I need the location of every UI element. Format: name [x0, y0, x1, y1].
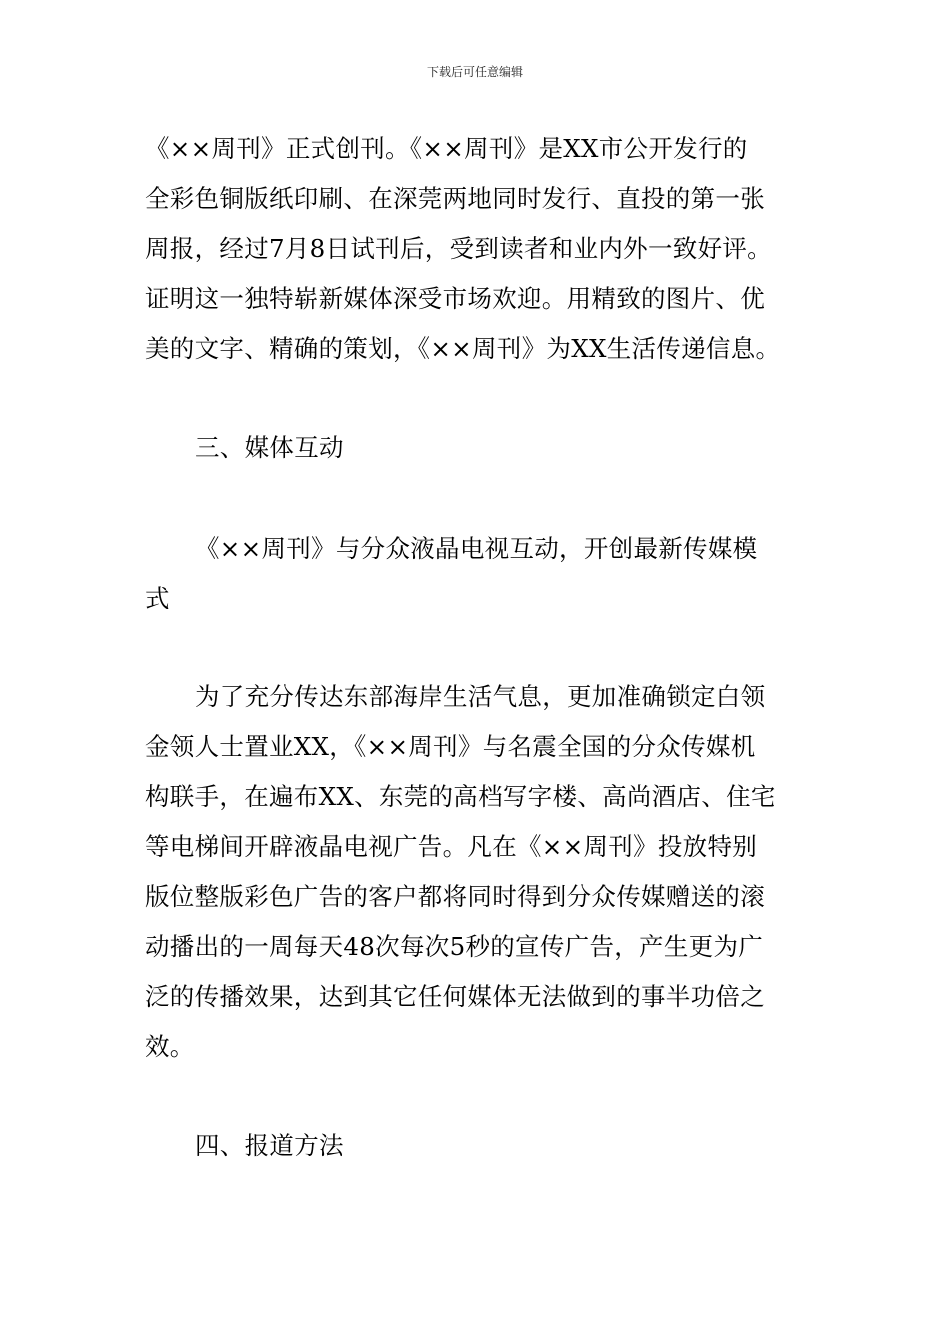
body-line: 证明这一独特崭新媒体深受市场欢迎。用精致的图片、优 — [145, 284, 765, 313]
body-line: 金领人士置业XX，《××周刊》与名震全国的分众传媒机 — [145, 732, 756, 761]
body-line: 泛的传播效果，达到其它任何媒体无法做到的事半功倍之 — [145, 982, 765, 1011]
body-line: 版位整版彩色广告的客户都将同时得到分众传媒赠送的滚 — [145, 882, 765, 911]
body-line: 等电梯间开辟液晶电视广告。凡在《××周刊》投放特别 — [145, 832, 758, 861]
body-line: 动播出的一周每天48次每次5秒的宣传广告，产生更为广 — [145, 932, 764, 961]
section-heading-4: 四、报道方法 — [195, 1131, 344, 1160]
page-header: 下载后可任意编辑 — [426, 65, 523, 79]
body-line: 效。 — [145, 1032, 195, 1061]
section-heading-3: 三、媒体互动 — [195, 433, 344, 462]
body-line: 美的文字、精确的策划，《××周刊》为XX生活传递信息。 — [145, 334, 781, 363]
body-line: 《××周刊》正式创刊。《××周刊》是XX市公开发行的 — [145, 134, 748, 163]
body-line: 全彩色铜版纸印刷、在深莞两地同时发行、直投的第一张 — [145, 184, 765, 213]
body-line: 构联手，在遍布XX、东莞的高档写字楼、高尚酒店、住宅 — [145, 782, 776, 811]
subheading-line: 式 — [145, 584, 170, 613]
body-line: 为了充分传达东部海岸生活气息，更加准确锁定白领 — [195, 682, 766, 711]
body-line: 周报，经过7月8日试刊后，受到读者和业内外一致好评。 — [145, 234, 772, 263]
subheading-line: 《××周刊》与分众液晶电视互动，开创最新传媒模 — [195, 534, 758, 563]
